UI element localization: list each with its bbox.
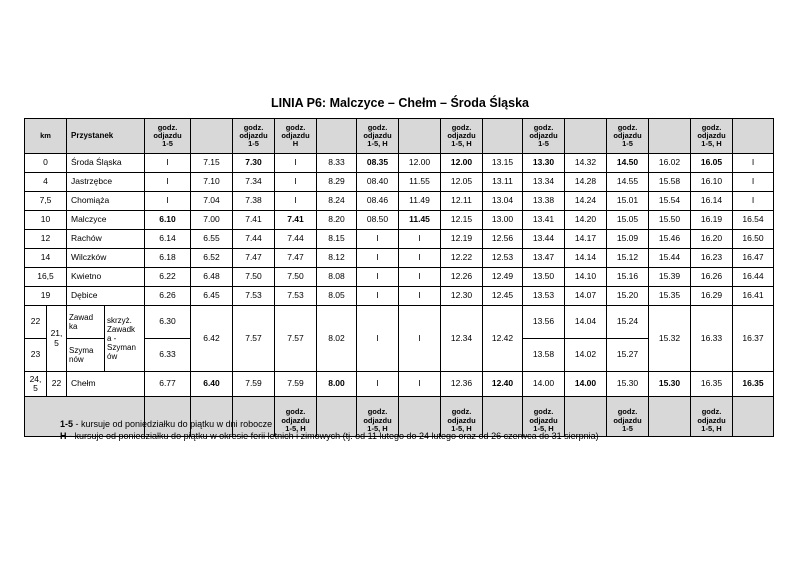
table-row bbox=[25, 173, 774, 192]
stop-name: Kwietno bbox=[67, 268, 145, 287]
time-cell: 15.01 bbox=[607, 192, 649, 211]
time-cell: 14.02 bbox=[565, 339, 607, 372]
time-cell: 6.26 bbox=[145, 287, 191, 306]
time-cell: 15.27 bbox=[607, 339, 649, 372]
column-header bbox=[565, 119, 607, 154]
time-cell: I bbox=[145, 154, 191, 173]
time-cell: 12.36 bbox=[441, 372, 483, 397]
time-cell: 7.50 bbox=[275, 268, 317, 287]
time-cell: 15.24 bbox=[607, 306, 649, 339]
km-cell: 12 bbox=[25, 230, 67, 249]
time-cell: I bbox=[399, 287, 441, 306]
time-cell: 15.39 bbox=[649, 268, 691, 287]
time-cell: 15.50 bbox=[649, 211, 691, 230]
time-cell: 14.28 bbox=[565, 173, 607, 192]
time-cell: 13.56 bbox=[523, 306, 565, 339]
time-cell: 8.20 bbox=[317, 211, 357, 230]
time-cell: 6.22 bbox=[145, 268, 191, 287]
time-cell: I bbox=[733, 154, 774, 173]
time-cell: 6.48 bbox=[191, 268, 233, 287]
table-row bbox=[25, 230, 774, 249]
time-cell: 7.50 bbox=[233, 268, 275, 287]
time-cell: 16.19 bbox=[691, 211, 733, 230]
column-header: godz. odjazdu 1-5, H bbox=[441, 119, 483, 154]
time-cell: 7.57 bbox=[233, 306, 275, 372]
time-cell: 8.24 bbox=[317, 192, 357, 211]
time-cell: 15.30 bbox=[649, 372, 691, 397]
time-cell: 8.12 bbox=[317, 249, 357, 268]
column-header: godz. odjazdu 1-5 bbox=[145, 119, 191, 154]
time-cell: 7.47 bbox=[275, 249, 317, 268]
time-cell: 7.44 bbox=[275, 230, 317, 249]
time-cell: 08.35 bbox=[357, 154, 399, 173]
time-cell: 15.20 bbox=[607, 287, 649, 306]
km-cell: 0 bbox=[25, 154, 67, 173]
time-cell: 14.32 bbox=[565, 154, 607, 173]
time-cell: 6.55 bbox=[191, 230, 233, 249]
column-header: godz. odjazdu 1-5, H bbox=[691, 119, 733, 154]
time-cell: 12.00 bbox=[441, 154, 483, 173]
time-cell: 16.02 bbox=[649, 154, 691, 173]
time-cell: 6.42 bbox=[191, 306, 233, 372]
table-row bbox=[25, 154, 774, 173]
time-cell: 13.34 bbox=[523, 173, 565, 192]
time-cell: 6.33 bbox=[145, 339, 191, 372]
km-cell: 22 bbox=[47, 372, 67, 397]
time-cell: 08.50 bbox=[357, 211, 399, 230]
column-header: godz. odjazdu 1-5, H bbox=[357, 119, 399, 154]
time-cell: 13.58 bbox=[523, 339, 565, 372]
stop-name: skrzyż. Zawadk a - Szyman ów bbox=[105, 306, 145, 372]
time-cell: 6.14 bbox=[145, 230, 191, 249]
column-footer: godz. odjazdu 1-5, H bbox=[357, 397, 399, 437]
stop-name: Szyma nów bbox=[67, 339, 105, 372]
table-row bbox=[25, 268, 774, 287]
time-cell: 7.00 bbox=[191, 211, 233, 230]
column-footer bbox=[649, 397, 691, 437]
table-row bbox=[25, 249, 774, 268]
time-cell: 16.33 bbox=[691, 306, 733, 372]
time-cell: 12.53 bbox=[483, 249, 523, 268]
time-cell: I bbox=[733, 173, 774, 192]
time-cell: 6.40 bbox=[191, 372, 233, 397]
time-cell: I bbox=[399, 306, 441, 372]
time-cell: 16.44 bbox=[733, 268, 774, 287]
time-cell: 12.56 bbox=[483, 230, 523, 249]
time-cell: 13.11 bbox=[483, 173, 523, 192]
time-cell: 16.26 bbox=[691, 268, 733, 287]
time-cell: 7.10 bbox=[191, 173, 233, 192]
time-cell: 16.35 bbox=[733, 372, 774, 397]
time-cell: 16.47 bbox=[733, 249, 774, 268]
time-cell: 14.20 bbox=[565, 211, 607, 230]
time-cell: 12.11 bbox=[441, 192, 483, 211]
time-cell: 15.46 bbox=[649, 230, 691, 249]
time-cell: 15.54 bbox=[649, 192, 691, 211]
time-cell: 16.54 bbox=[733, 211, 774, 230]
km-header: km bbox=[25, 119, 67, 154]
km-cell: 23 bbox=[25, 339, 47, 372]
time-cell: 14.55 bbox=[607, 173, 649, 192]
stop-name: Jastrzębce bbox=[67, 173, 145, 192]
time-cell: 7.59 bbox=[233, 372, 275, 397]
time-cell: 12.30 bbox=[441, 287, 483, 306]
time-cell: 12.40 bbox=[483, 372, 523, 397]
time-cell: 16.37 bbox=[733, 306, 774, 372]
time-cell: 11.55 bbox=[399, 173, 441, 192]
time-cell: 16.14 bbox=[691, 192, 733, 211]
time-cell: 15.05 bbox=[607, 211, 649, 230]
time-cell: 12.00 bbox=[399, 154, 441, 173]
time-cell: I bbox=[275, 192, 317, 211]
time-cell: I bbox=[357, 230, 399, 249]
column-header bbox=[399, 119, 441, 154]
time-cell: I bbox=[275, 173, 317, 192]
legend-notes bbox=[60, 418, 599, 442]
column-header: godz. odjazdu 1-5 bbox=[233, 119, 275, 154]
time-cell: I bbox=[357, 372, 399, 397]
time-cell: 12.05 bbox=[441, 173, 483, 192]
table-row bbox=[25, 287, 774, 306]
km-cell: 14 bbox=[25, 249, 67, 268]
time-cell: I bbox=[399, 268, 441, 287]
time-cell: 13.00 bbox=[483, 211, 523, 230]
column-header: godz. odjazdu 1-5 bbox=[607, 119, 649, 154]
time-cell: 12.15 bbox=[441, 211, 483, 230]
time-cell: 15.35 bbox=[649, 287, 691, 306]
stop-name: Dębice bbox=[67, 287, 145, 306]
stop-name: Wilczków bbox=[67, 249, 145, 268]
time-cell: 6.77 bbox=[145, 372, 191, 397]
stop-name: Chomiąża bbox=[67, 192, 145, 211]
time-cell: 15.16 bbox=[607, 268, 649, 287]
time-cell: I bbox=[357, 249, 399, 268]
table-row bbox=[25, 306, 774, 339]
time-cell: 16.10 bbox=[691, 173, 733, 192]
column-footer: godz. odjazdu 1-5, H bbox=[275, 397, 317, 437]
time-cell: 7.41 bbox=[275, 211, 317, 230]
time-cell: 7.57 bbox=[275, 306, 317, 372]
time-cell: 12.45 bbox=[483, 287, 523, 306]
time-cell: 15.58 bbox=[649, 173, 691, 192]
time-cell: 12.42 bbox=[483, 306, 523, 372]
time-cell: 13.44 bbox=[523, 230, 565, 249]
time-cell: 16.41 bbox=[733, 287, 774, 306]
time-cell: 7.34 bbox=[233, 173, 275, 192]
time-cell: 8.29 bbox=[317, 173, 357, 192]
time-cell: 7.47 bbox=[233, 249, 275, 268]
column-header bbox=[649, 119, 691, 154]
column-header: godz. odjazdu 1-5 bbox=[523, 119, 565, 154]
time-cell: 14.07 bbox=[565, 287, 607, 306]
time-cell: 16.35 bbox=[691, 372, 733, 397]
time-cell: 6.45 bbox=[191, 287, 233, 306]
time-cell: I bbox=[357, 306, 399, 372]
table-row bbox=[25, 211, 774, 230]
time-cell: 15.30 bbox=[607, 372, 649, 397]
time-cell: 14.14 bbox=[565, 249, 607, 268]
note-1-5: 1-5 - kursuje od poniedziałku do piątku w dni robocze bbox=[60, 419, 273, 429]
time-cell: I bbox=[145, 173, 191, 192]
time-cell: 14.00 bbox=[523, 372, 565, 397]
column-header bbox=[317, 119, 357, 154]
time-cell: I bbox=[145, 192, 191, 211]
time-cell: 12.19 bbox=[441, 230, 483, 249]
time-cell: 6.52 bbox=[191, 249, 233, 268]
column-footer: godz. odjazdu 1-5 bbox=[607, 397, 649, 437]
time-cell: 7.44 bbox=[233, 230, 275, 249]
time-cell: 13.30 bbox=[523, 154, 565, 173]
time-cell: I bbox=[399, 372, 441, 397]
column-header bbox=[733, 119, 774, 154]
header-row bbox=[25, 119, 774, 154]
time-cell: I bbox=[399, 249, 441, 268]
time-cell: 13.15 bbox=[483, 154, 523, 173]
time-cell: 12.22 bbox=[441, 249, 483, 268]
time-cell: 8.33 bbox=[317, 154, 357, 173]
time-cell: 13.41 bbox=[523, 211, 565, 230]
time-cell: 8.05 bbox=[317, 287, 357, 306]
time-cell: 6.10 bbox=[145, 211, 191, 230]
km-cell: 4 bbox=[25, 173, 67, 192]
column-footer: godz. odjazdu 1-5, H bbox=[523, 397, 565, 437]
time-cell: 08.40 bbox=[357, 173, 399, 192]
time-cell: 7.15 bbox=[191, 154, 233, 173]
time-cell: 12.34 bbox=[441, 306, 483, 372]
time-cell: 7.30 bbox=[233, 154, 275, 173]
time-cell: I bbox=[399, 230, 441, 249]
time-cell: 13.38 bbox=[523, 192, 565, 211]
time-cell: I bbox=[357, 287, 399, 306]
time-cell: 12.26 bbox=[441, 268, 483, 287]
km-cell: 7,5 bbox=[25, 192, 67, 211]
time-cell: 08.46 bbox=[357, 192, 399, 211]
note-h: H - kursuje od poniedziałku do piątku w okresie ferii letnich i zimowych (tj. od 11 lutego do 24 lutego oraz od 26 czerwca do 31 sierpnia) bbox=[60, 431, 599, 442]
time-cell: 15.44 bbox=[649, 249, 691, 268]
column-header bbox=[483, 119, 523, 154]
time-cell: 14.04 bbox=[565, 306, 607, 339]
time-cell: 7.38 bbox=[233, 192, 275, 211]
time-cell: 11.45 bbox=[399, 211, 441, 230]
time-cell: 7.53 bbox=[233, 287, 275, 306]
time-cell: 15.32 bbox=[649, 306, 691, 372]
time-cell: 7.04 bbox=[191, 192, 233, 211]
time-cell: 15.09 bbox=[607, 230, 649, 249]
time-cell: 11.49 bbox=[399, 192, 441, 211]
km-cell: 16,5 bbox=[25, 268, 67, 287]
stop-name: Chełm bbox=[67, 372, 145, 397]
column-footer bbox=[733, 397, 774, 437]
time-cell: 14.17 bbox=[565, 230, 607, 249]
table-row bbox=[25, 372, 774, 397]
time-cell: 8.02 bbox=[317, 306, 357, 372]
time-cell: 13.50 bbox=[523, 268, 565, 287]
time-cell: 8.15 bbox=[317, 230, 357, 249]
time-cell: 7.53 bbox=[275, 287, 317, 306]
time-cell: 12.49 bbox=[483, 268, 523, 287]
time-cell: 16.20 bbox=[691, 230, 733, 249]
km-cell: 19 bbox=[25, 287, 67, 306]
time-cell: 15.12 bbox=[607, 249, 649, 268]
time-cell: 8.08 bbox=[317, 268, 357, 287]
time-cell: I bbox=[357, 268, 399, 287]
time-cell: 7.41 bbox=[233, 211, 275, 230]
column-header: godz. odjazdu H bbox=[275, 119, 317, 154]
time-cell: I bbox=[275, 154, 317, 173]
time-cell: 7.59 bbox=[275, 372, 317, 397]
km-cell: 22 bbox=[25, 306, 47, 339]
time-cell: 16.29 bbox=[691, 287, 733, 306]
column-footer: godz. odjazdu 1-5, H bbox=[691, 397, 733, 437]
time-cell: 16.50 bbox=[733, 230, 774, 249]
stop-name: Malczyce bbox=[67, 211, 145, 230]
time-cell: 14.10 bbox=[565, 268, 607, 287]
time-cell: 16.23 bbox=[691, 249, 733, 268]
stop-name: Środa Śląska bbox=[67, 154, 145, 173]
column-header bbox=[191, 119, 233, 154]
time-cell: 6.18 bbox=[145, 249, 191, 268]
time-cell: 13.04 bbox=[483, 192, 523, 211]
km-cell: 24, 5 bbox=[25, 372, 47, 397]
km-cell: 10 bbox=[25, 211, 67, 230]
time-cell: 6.30 bbox=[145, 306, 191, 339]
time-cell: 14.00 bbox=[565, 372, 607, 397]
stop-name: Rachów bbox=[67, 230, 145, 249]
table-row bbox=[25, 192, 774, 211]
column-footer: godz. odjazdu 1-5, H bbox=[441, 397, 483, 437]
time-cell: 16.05 bbox=[691, 154, 733, 173]
timetable bbox=[24, 118, 774, 437]
time-cell: 13.53 bbox=[523, 287, 565, 306]
stop-header: Przystanek bbox=[67, 119, 145, 154]
time-cell: 14.50 bbox=[607, 154, 649, 173]
page-title: LINIA P6: Malczyce – Chełm – Środa Śląska bbox=[271, 96, 529, 110]
time-cell: I bbox=[733, 192, 774, 211]
stop-name: Zawad ka bbox=[67, 306, 105, 339]
time-cell: 8.00 bbox=[317, 372, 357, 397]
time-cell: 14.24 bbox=[565, 192, 607, 211]
time-cell: 13.47 bbox=[523, 249, 565, 268]
km-cell: 21, 5 bbox=[47, 306, 67, 372]
